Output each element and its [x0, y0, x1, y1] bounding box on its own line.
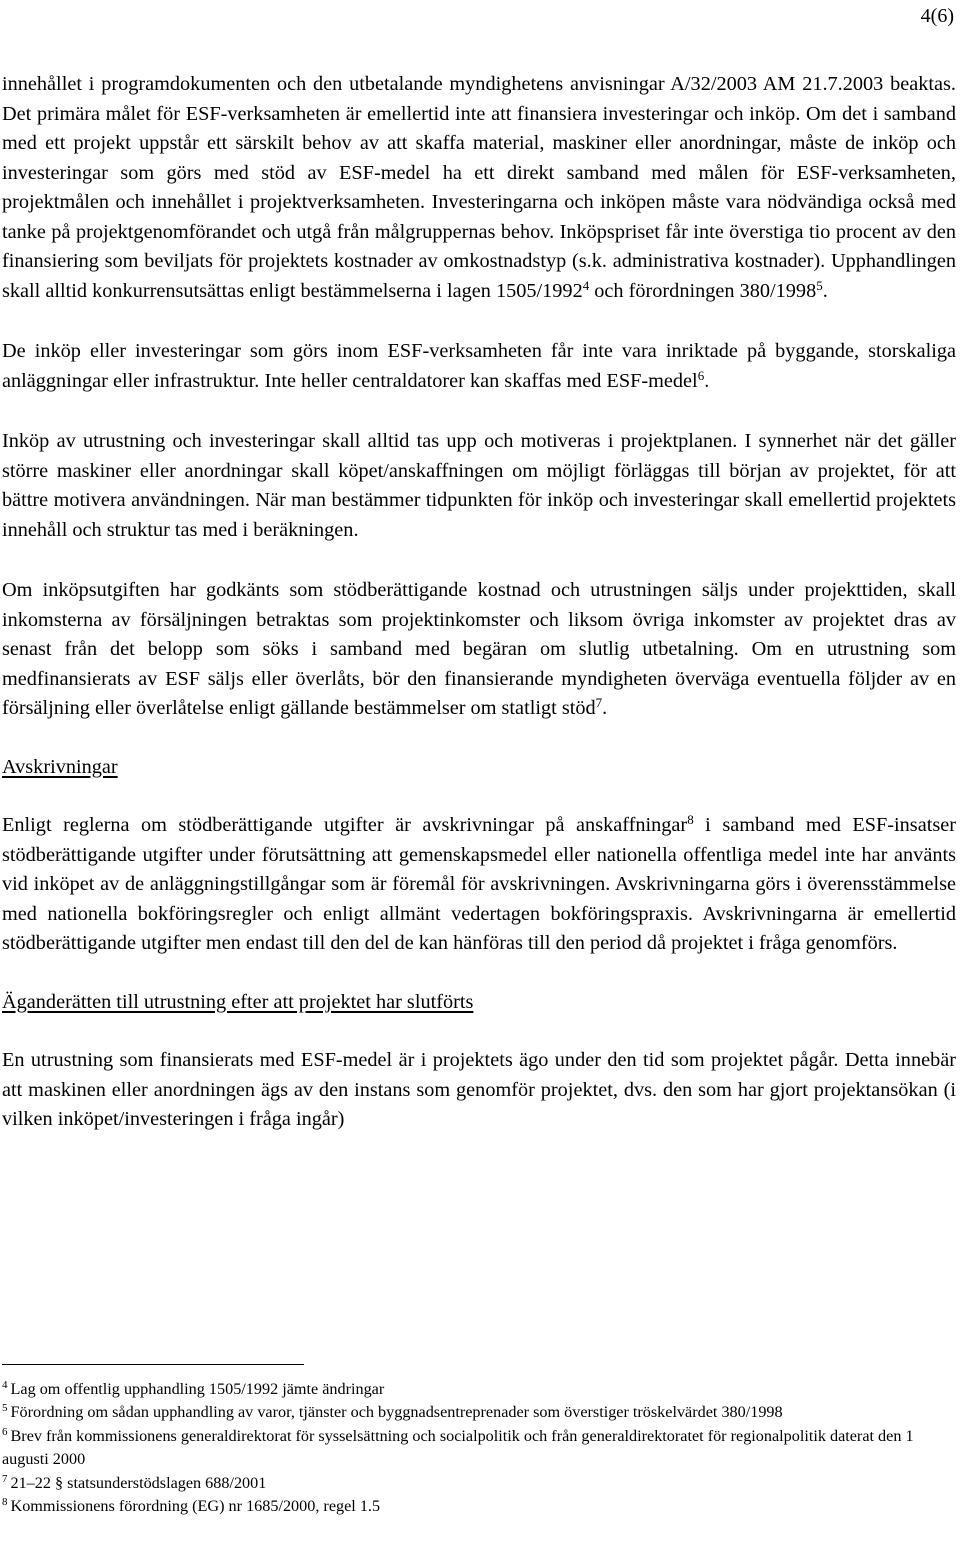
paragraph-text: och förordningen 380/1998: [589, 279, 817, 302]
page-number: 4(6): [920, 5, 954, 27]
paragraph-text: i samband med ESF-insatser stödberättigande utgifter under förutsättning att gemenskapsmedel eller nationella offentliga medel inte har använts vid inköpet av de anläggningstillgångar som är föremål för avskrivningen. Avskrivningarna görs i överensstämmelse med nationella bokföringsregler och enligt allmänt vedertagen bokföringspraxis. Avskrivningarna är emellertid stödberättigande utgifter men endast till den del de kan hänföras till den period då projektet i fråga genomförs.: [2, 814, 956, 954]
paragraph-project-plan: Inköp av utrustning och investeringar skall alltid tas upp och motiveras i projektplanen. I synnerhet när det gäller större maskiner eller anordningar skall köpet/anskaffningen om möjligt förläggas till början av projektet, för att bättre motivera användningen. När man bestämmer tidpunkten för inköp och investeringar skall emellertid projektets innehåll och struktur tas med i beräkningen.: [2, 430, 956, 541]
paragraph-ownership: En utrustning som finansierats med ESF-medel är i projektets ägo under den tid som projektet pågår. Detta innebär att maskinen eller anordningen ägs av den instans som genomför projektet, dvs. den som har gjort projektansökan (i vilken inköpet/investeringen i fråga ingår): [2, 1049, 956, 1130]
footnote-ref-5[interactable]: 5: [816, 277, 823, 293]
paragraph-text: Enligt reglerna om stödberättigande utgifter är avskrivningar på anskaffningar: [2, 814, 688, 836]
footnote-text: 21–22 § statsunderstödslagen 688/2001: [10, 1473, 267, 1492]
footnote-5: [2, 1401, 956, 1424]
paragraph-depreciation: [2, 811, 956, 959]
footnote-ref-7[interactable]: 7: [595, 695, 603, 710]
footnote-number: 4: [2, 1379, 8, 1391]
paragraph-end: .: [704, 369, 710, 392]
footnote-text: Brev från kommissionens generaldirektorat för sysselsättning och socialpolitik och från generaldirektoratet för regionalpolitik daterat den 1 augusti 2000: [2, 1426, 914, 1469]
footnote-number: 5: [2, 1402, 8, 1415]
paragraph-end: .: [822, 279, 828, 302]
footnote-text: Förordning om sådan upphandling av varor, tjänster och byggnadsentreprenader som överstiger tröskelvärdet 380/1998: [10, 1403, 783, 1422]
footnote-6: [2, 1425, 956, 1472]
document-body: [2, 70, 956, 1166]
footnote-text: Kommissionens förordning (EG) nr 1685/2000, regel 1.5: [10, 1497, 381, 1516]
footnote-7: [2, 1472, 956, 1495]
footnote-number: 8: [2, 1496, 8, 1509]
paragraph-end: .: [602, 697, 608, 719]
section-heading-ownership: Äganderätten till utrustning efter att projektet har slutförts: [2, 990, 474, 1013]
footnote-ref-4[interactable]: 4: [582, 277, 590, 293]
footnote-number: 6: [2, 1425, 8, 1438]
footnote-8: [2, 1495, 956, 1518]
footnote-ref-8[interactable]: 8: [687, 812, 694, 827]
footnote-text: Lag om offentlig upphandling 1505/1992 jämte ändringar: [10, 1380, 385, 1398]
footnotes: [2, 1378, 956, 1518]
paragraph-text: innehållet i programdokumenten och den utbetalande myndighetens anvisningar A/32/2003 AM 21.7.2003 beaktas. Det primära målet för ESF-verksamheten är emellertid inte att finansiera investeringar och inköp. Om det i samband med ett projekt uppstår ett särskilt behov av att skaffa material, maskiner eller anordningar, måste de inköp och investeringar som görs med stöd av ESF-medel ha ett direkt samband med målen för ESF-verksamheten, projektmålen och innehållet i projektverksamheten. Investeringarna och inköpen måste vara nödvändiga också med tanke på projektgenomförandet och utgå från målgruppernas behov. Inköpspriset får inte överstiga tio procent av den finansiering som beviljats för projektets kostnader av omkostnadstyp (s.k. administrativa kostnader). Upphandlingen skall alltid konkurrensutsättas enligt bestämmelserna i lagen 1505/1992: [2, 73, 956, 302]
footnote-4: [2, 1378, 956, 1401]
footnote-number: 7: [2, 1472, 8, 1485]
section-heading-depreciation: Avskrivningar: [2, 755, 118, 778]
footnote-separator: [2, 1364, 304, 1365]
paragraph-sales-income: [2, 576, 956, 724]
paragraph-text: De inköp eller investeringar som görs inom ESF-verksamheten får inte vara inriktade på byggande, storskaliga anläggningar eller infrastruktur. Inte heller centraldatorer kan skaffas med ESF-medel: [2, 340, 956, 392]
paragraph-exclusions: [2, 337, 956, 396]
paragraph-investments-intro: [2, 70, 956, 306]
footnote-ref-6[interactable]: 6: [697, 367, 705, 383]
paragraph-text: Om inköpsutgiften har godkänts som stödberättigande kostnad och utrustningen säljs under projekttiden, skall inkomsterna av försäljningen betraktas som projektinkomster och liksom övriga inkomster av projektet dras av senast från det belopp som söks i samband med begäran om slutlig utbetalning. Om en utrustning som medfinansierats av ESF säljs eller överlåts, bör den finansierande myndigheten överväga eventuella följder av en försäljning eller överlåtelse enligt gällande bestämmelser om statligt stöd: [2, 579, 956, 719]
